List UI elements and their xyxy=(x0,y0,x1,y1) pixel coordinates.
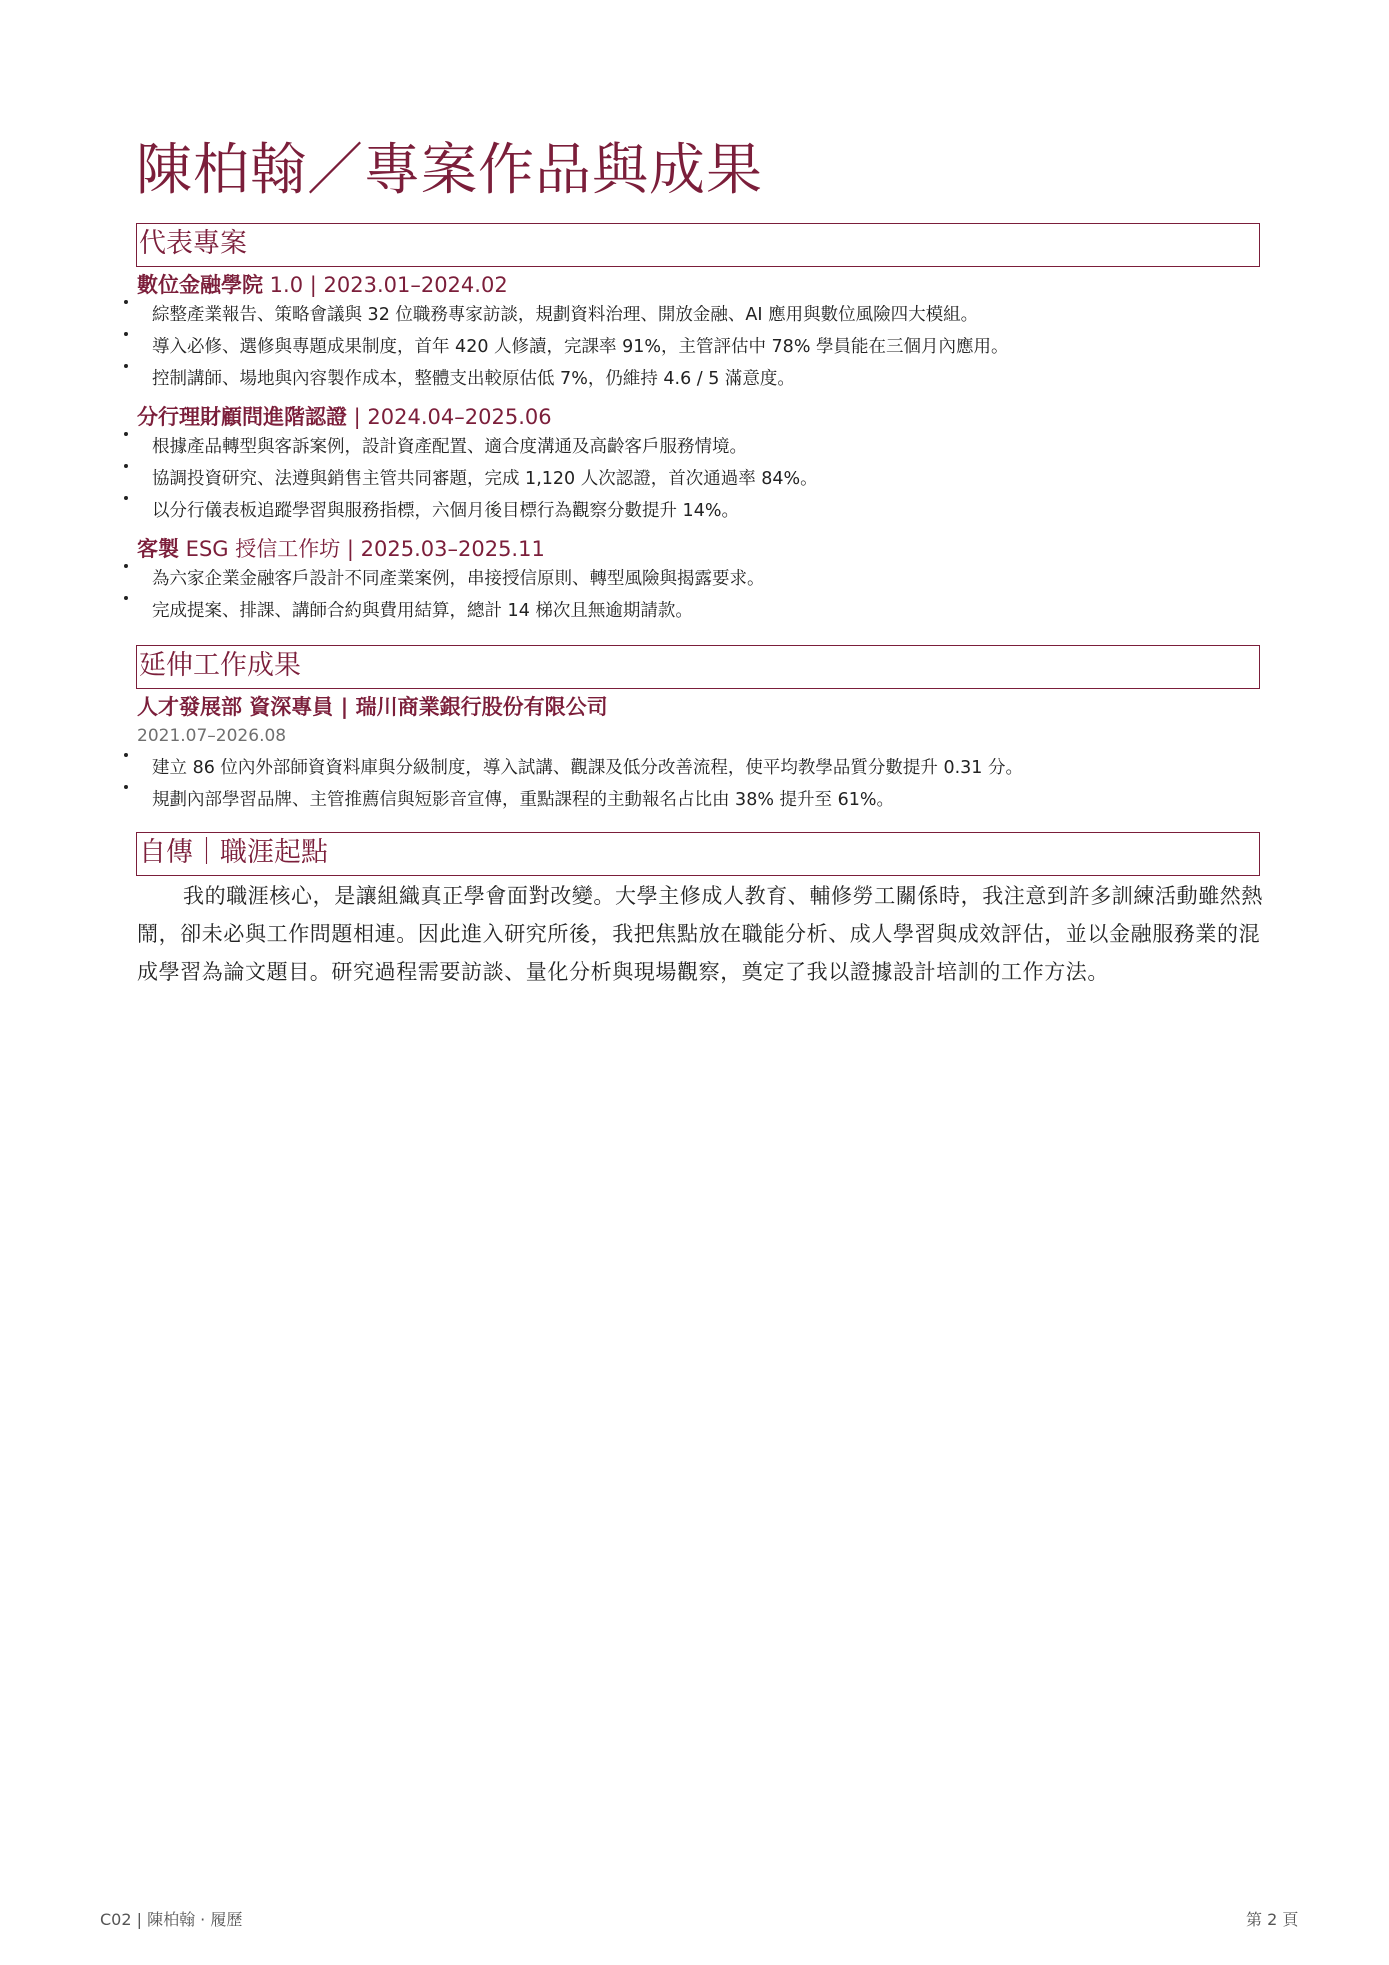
section-title-projects: 代表專案 xyxy=(139,228,247,259)
page-number: 第 2 頁 xyxy=(1246,1910,1299,1929)
section-header-projects xyxy=(136,223,1260,267)
list-item xyxy=(124,496,1264,528)
bullet-text: 根據產品轉型與客訴案例，設計資產配置、適合度溝通及高齡客戶服務情境。 xyxy=(152,437,747,457)
project-heading-esg-workshop xyxy=(137,535,545,563)
bullet-dot xyxy=(124,785,128,789)
bullet-text: 為六家企業金融客戶設計不同產業案例，串接授信原則、轉型風險與揭露要求。 xyxy=(152,569,765,589)
bullet-dot xyxy=(124,300,128,304)
section-title-autobiography: 自傳｜職涯起點 xyxy=(139,837,328,868)
list-item xyxy=(124,300,1264,332)
bullet-text: 綜整產業報告、策略會議與 32 位職務專家訪談，規劃資料治理、開放金融、AI 應用與數位風險四大模組。 xyxy=(152,305,979,325)
project-title: 分行理財顧問進階認證 xyxy=(137,405,347,429)
project-period: 1.0 | 2023.01–2024.02 xyxy=(263,273,508,297)
project-title: 數位金融學院 xyxy=(137,273,263,297)
bullet-text: 導入必修、選修與專題成果制度，首年 420 人修讀，完課率 91%，主管評估中 78% 學員能在三個月內應用。 xyxy=(152,337,1009,357)
section-header-autobiography xyxy=(136,832,1260,876)
bullet-dot xyxy=(124,432,128,436)
bullet-dot xyxy=(124,564,128,568)
project-title: 客製 xyxy=(137,537,179,561)
bullet-text: 建立 86 位內外部師資資料庫與分級制度，導入試講、觀課及低分改善流程，使平均教學品質分數提升 0.31 分。 xyxy=(152,758,1023,778)
bullet-text: 以分行儀表板追蹤學習與服務指標，六個月後目標行為觀察分數提升 14%。 xyxy=(152,501,739,521)
project-heading-advisor-certification xyxy=(137,403,552,431)
page-title: 陳柏翰／專案作品與成果 xyxy=(136,138,763,203)
bullet-text: 規劃內部學習品牌、主管推薦信與短影音宣傳，重點課程的主動報名占比由 38% 提升至 61%。 xyxy=(152,790,894,810)
section-header-extended xyxy=(136,645,1260,689)
list-item xyxy=(124,364,1264,396)
bullet-dot xyxy=(124,332,128,336)
bullet-dot xyxy=(124,596,128,600)
bullet-dot xyxy=(124,753,128,757)
bullet-text: 控制講師、場地與內容製作成本，整體支出較原估低 7%，仍維持 4.6 / 5 滿意度。 xyxy=(152,369,795,389)
project-period: | 2024.04–2025.06 xyxy=(347,405,552,429)
list-item xyxy=(124,432,1264,464)
role-title: 人才發展部 資深專員 | 瑞川商業銀行股份有限公司 xyxy=(137,695,608,719)
role-period: 2021.07–2026.08 xyxy=(137,726,287,746)
list-item xyxy=(124,564,1264,596)
bullet-dot xyxy=(124,496,128,500)
list-item xyxy=(124,332,1264,364)
role-heading xyxy=(137,693,608,721)
bullet-text: 協調投資研究、法遵與銷售主管共同審題，完成 1,120 人次認證，首次通過率 84%。 xyxy=(152,469,818,489)
autobiography-paragraph: 我的職涯核心，是讓組織真正學會面對改變。大學主修成人教育、輔修勞工關係時，我注意到許多訓練活動雖然熱鬧，卻未必與工作問題相連。因此進入研究所後，我把焦點放在職能分析、成人學習與成效評估，並以金融服務業的混成學習為論文題目。研究過程需要訪談、量化分析與現場觀察，奠定了我以證據設計培訓的工作方法。 xyxy=(137,884,1263,984)
footer-label: C02 | 陳柏翰 · 履歷 xyxy=(100,1910,243,1929)
project-period: ESG 授信工作坊 | 2025.03–2025.11 xyxy=(179,537,545,561)
bullet-text: 完成提案、排課、講師合約與費用結算，總計 14 梯次且無逾期請款。 xyxy=(152,601,693,621)
bullet-dot xyxy=(124,464,128,468)
project-heading-digital-finance-academy xyxy=(137,271,508,299)
bullet-dot xyxy=(124,364,128,368)
section-title-extended: 延伸工作成果 xyxy=(139,650,301,681)
list-item xyxy=(124,785,1264,817)
list-item xyxy=(124,464,1264,496)
list-item xyxy=(124,753,1264,785)
list-item xyxy=(124,596,1264,628)
